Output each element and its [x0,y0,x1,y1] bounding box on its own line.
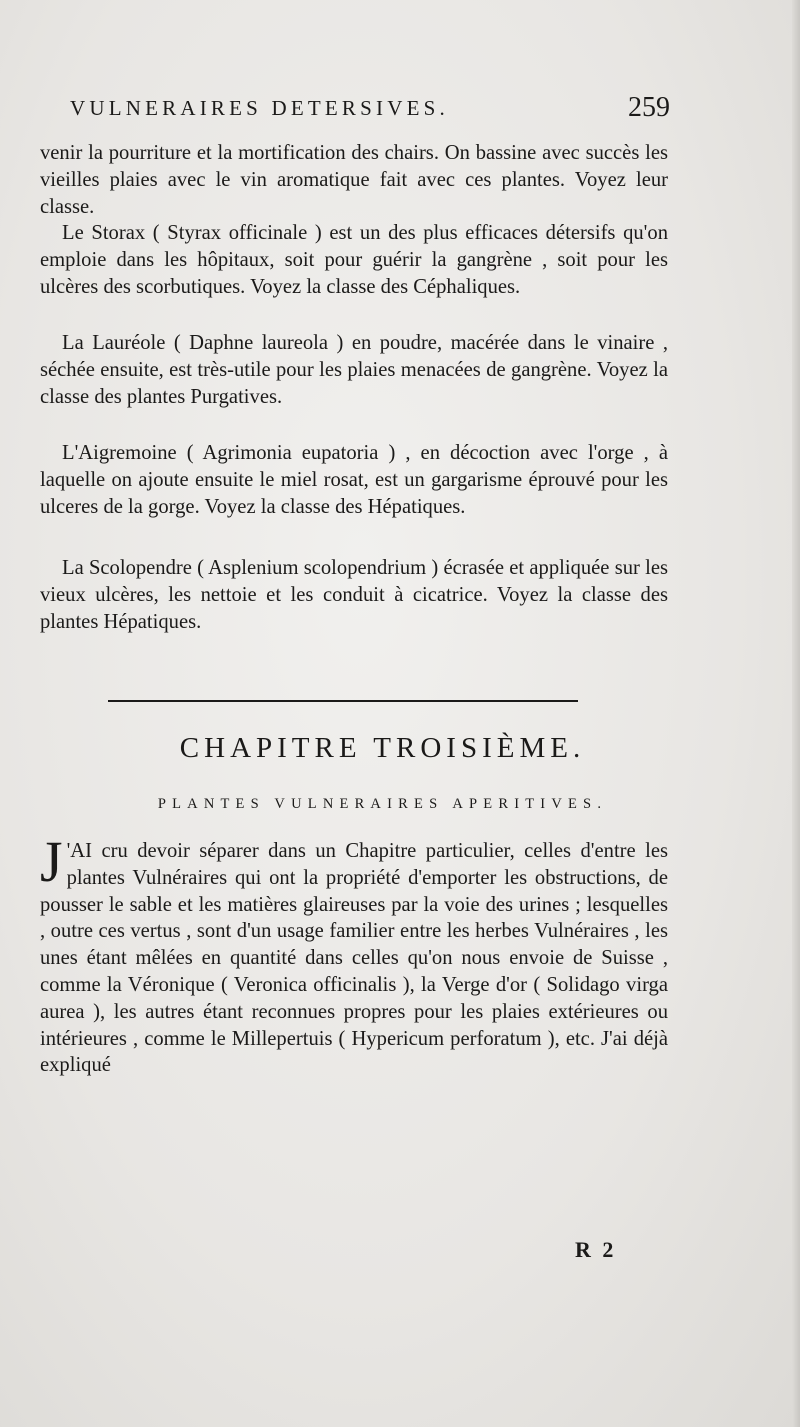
paragraph-aigremoine [40,440,668,520]
page-edge [792,0,800,1427]
section-title: PLANTES VULNERAIRES APERITIVES. [157,796,608,812]
paragraph-scolopendre [40,555,668,635]
horizontal-rule [108,700,578,702]
running-head: VULNERAIRES DETERSIVES. [70,96,449,120]
drop-cap: J [40,829,63,894]
signature-mark: R 2 [575,1237,617,1262]
chapter-body [40,829,668,1079]
paragraph-text: L'Aigremoine ( Agrimonia eupatoria ) , en décoction avec l'orge , à laquelle on ajoute ensuite le miel rosat, est un gargarisme éprouvé pour les ulceres de la gorge. Voyez la classe des Hépatiques. [40,442,668,518]
page-header [70,92,670,136]
paragraph-text: Le Storax ( Styrax officinale ) est un des plus efficaces détersifs qu'on emploie dans les hôpitaux, soit pour guérir la gangrène , soit pour les ulcères des scorbutiques. Voyez la classe des Céphaliques. [40,222,668,298]
page-number: 259 [628,92,670,123]
paragraph-continuation [40,140,668,220]
paragraph-text: La Scolopendre ( Asplenium scolopendrium ) écrasée et appliquée sur les vieux ulcères, les nettoie et les conduit à cicatrice. Voyez la classe des plantes Hépatiques. [40,557,668,633]
paragraph-text: venir la pourriture et la mortification des chairs. On bassine avec succès les vieilles plaies avec le vin aromatique fait avec ces plantes. Voyez leur classe. [40,142,668,218]
paragraph-laureole [40,330,668,410]
paragraph-storax [40,220,668,300]
paragraph-text: La Lauréole ( Daphne laureola ) en poudre, macérée dans le vinaire , séchée ensuite, est très-utile pour les plaies menacées de gangrène. Voyez la classe des plantes Purgatives. [40,332,668,408]
chapter-body-text: 'AI cru devoir séparer dans un Chapitre particulier, celles d'entre les plantes Vulnéraires qui ont la propriété d'emporter les obstructions, de pousser le sable et les matières glaireuses par la voie des urines ; lesquelles , outre ces vertus , sont d'un usage familier entre les herbes Vulnéraires , les unes étant mêlées en quantité dans celles qu'on nous envoie de Suisse , comme la Véronique ( Veronica officinalis ), la Verge d'or ( Solidago virga aurea ), les autres étant reconnues propres pour les plaies extérieures ou intérieures , comme le Millepertuis ( Hypericum perforatum ), etc. J'ai déjà expliqué [40,840,668,1077]
chapter-title: CHAPITRE TROISIÈME. [179,732,586,764]
